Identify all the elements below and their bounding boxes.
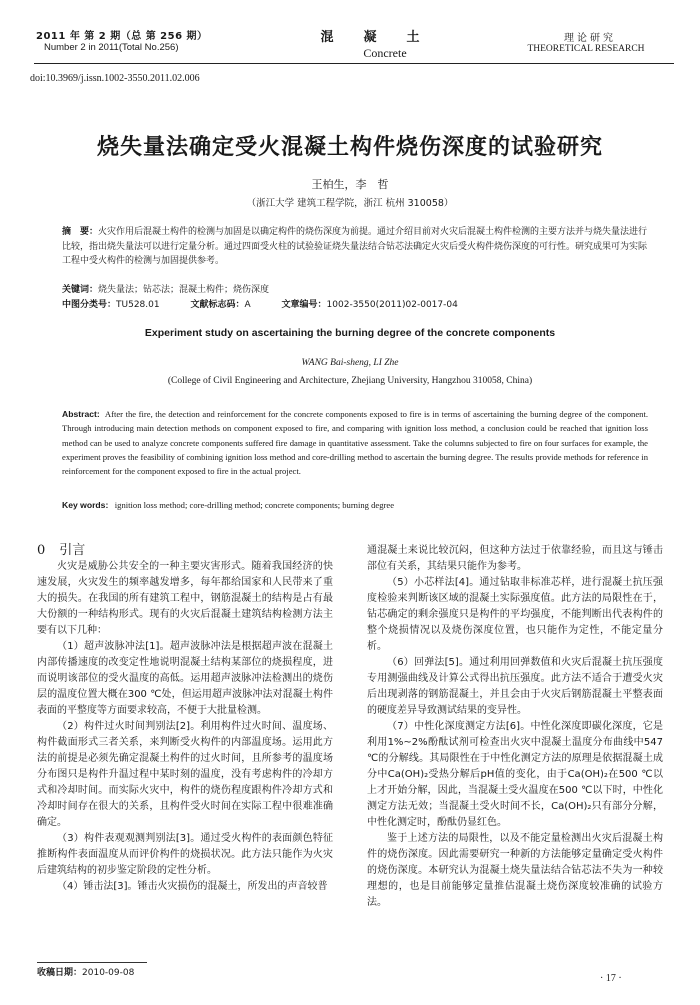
paragraph: 火灾是威胁公共安全的一种主要灾害形式。随着我国经济的快速发展，火灾发生的频率越发增多，每年都给国家和人民带来了重大的损失。在我国的所有建筑工程中，钢筋混凝土的结构是占有最大份额的一种结构形式。现有的火灾后混凝土建筑结构检测方法主要有以下几种： [37,561,333,636]
paper-title-cn: 烧失量法确定受火混凝土构件烧伤深度的试验研究 [96,135,603,160]
article-no-label: 文章编号： [281,300,327,310]
keywords-en-text: ignition loss method; core-drilling method; concrete components; burning degree [114,500,395,510]
section-title: 引言 [59,543,86,558]
footnote-rule [37,962,147,963]
header-rule [34,63,674,64]
keywords-cn-label: 关键词： [62,285,99,295]
article-no-value: 1002-3550(2011)02-0017-04 [326,300,458,310]
paragraph: （4）锤击法[3]。锤击火灾损伤的混凝土，所发出的声音较普 [57,881,328,892]
affiliation-en: (College of Civil Engineering and Architecture, Zhejiang University, Hangzhou 310058, China) [167,376,533,386]
body-right-column [367,543,663,911]
section-heading [37,543,333,559]
received-value: 2010-09-08 [82,968,135,978]
paper-title-en: Experiment study on ascertaining the burning degree of the concrete components [144,327,556,339]
paragraph: 鉴于上述方法的局限性，以及不能定量检测出火灾后混凝土构件的烧伤深度。因此需要研究一种新的方法能够定量确定受火构件的烧伤深度。本研究认为混凝土烧失量法结合钻芯法不失为一种较理想的，也是目前能够定量推估混凝土烧伤深度较准确的试验方法。 [367,833,663,908]
header-journal-cn: 混凝土 [320,30,450,45]
keywords-cn [62,282,648,295]
paragraph: （1）超声波脉冲法[1]。超声波脉冲法是根据超声波在混凝土内部传播速度的改变定性地说明混凝土结构某部位的烧损程度，进而说明该部位的受火温度的高低。运用超声波脉冲法检测出的烧伤层的温度位置大概在300 ℃处，但运用超声波脉冲法对混凝土构件表面的平整度等方面要求较高，不便于大批量检测。 [37,641,333,716]
keywords-en [62,500,648,510]
header-issue-en: Number 2 in 2011(Total No.256) [44,42,179,53]
header-section-en: THEORETICAL RESEARCH [527,44,645,54]
doc-code-label: 文献标志码： [190,300,245,310]
paragraph: （7）中性化深度测定方法[6]。中性化深度即碳化深度，它是利用1%~2%酚酞试剂可检查出火灾中混凝土温度分布曲线中547 ℃的分解线。其局限性在于中性化测定方法的原理是依据混凝土成分中Ca(OH)₂受热分解后pH值的变化，由于Ca(OH)₂在500 ℃以上才开始分解，因此，当混凝土受火温度在500 ℃以下时，中性化测定方法无效；当混凝土受火时间不长，Ca(OH)₂只有部分分解，中性化测定时，酚酞仍显红色。 [367,721,663,828]
received-date [37,965,134,978]
doc-code-value: A [244,300,251,310]
clc-label: 中图分类号： [62,300,117,310]
abstract-cn-label: 摘 要： [62,227,99,237]
affiliation-cn: （浙江大学 建筑工程学院，浙江 杭州 310058） [246,198,454,209]
paragraph: （5）小芯样法[4]。通过钻取非标准芯样，进行混凝土抗压强度检验来判断该区域的混凝土实际强度值。此方法的局限性在于，钻芯确定的剩余强度只是构件的平均强度，不能判断出代表构件的整个烧损情况以及烧伤深度位置，也只能作为定性，不能定量分析。 [367,577,663,652]
paragraph: （3）构件表观观测判别法[3]。通过受火构件的表面颜色特征推断构件表面温度从而评价构件的烧损状况。此方法只能作为火灾后建筑结构的初步鉴定阶段的定性分析。 [37,833,333,876]
paragraph: （6）回弹法[5]。通过利用回弹数值和火灾后混凝土抗压强度专用测强曲线及计算公式得出抗压强度。此方法不适合于遭受火灾后出现剥落的钢筋混凝土，并且会由于火灾后钢筋混凝土平整表面的硬度差异导致测试结果的变异性。 [367,657,663,716]
authors-en: WANG Bai-sheng, LI Zhe [301,358,399,368]
authors-cn: 王柏生，李 哲 [311,178,389,191]
header-journal-en: Concrete [363,46,407,60]
clc-value: TU528.01 [116,300,160,310]
abstract-en-text: After the fire, the detection and reinforcement for the concrete components exposed to fire is in terms of ascertaining the burning degree of the component. Through introducing main detection methods on component exposed to fire, and comparing with ignition loss method, a conclusion could be reached that ignition loss method can be used to analyze concrete components suffered fire damage in quantitative assessment. Take the columns subjected to fire on four surfaces for example, the experiment proves the feasibility of combining ignition loss method and core-drilling method to ascertain the burning degree. The results provide methods for reference in reinforcement for the component exposed to fire in the actual project. [62,409,649,477]
section-number: 0 [37,543,46,558]
classification-line [62,297,648,310]
paragraph: 通混凝土来说比较沉闷，但这种方法过于依靠经验，而且这与锤击部位有关系，其结果只能作为参考。 [367,545,663,572]
abstract-cn [62,225,648,269]
received-label: 收稿日期： [37,968,83,978]
abstract-cn-text: 火灾作用后混凝土构件的检测与加固是以确定构件的烧伤深度为前提。通过介绍目前对火灾后混凝土构件检测的主要方法并与烧失量法进行比较，指出烧失量法可以进行定量分析。通过四面受火柱的试验验证烧失量法结合钻芯法确定火灾后受火构件烧伤深度的可行性。研究成果可为实际工程中受火构件的检测与加固提供参考。 [62,227,648,266]
abstract-en [62,407,648,478]
doi: doi:10.3969/j.issn.1002-3550.2011.02.006 [30,73,200,84]
page-number: · 17 · [600,973,622,984]
keywords-en-label: Key words: [62,500,109,510]
abstract-en-label: Abstract: [62,409,100,419]
body-left-column [37,543,333,895]
keywords-cn-text: 烧失量法；钻芯法；混凝土构件；烧伤深度 [98,285,270,295]
header-section-cn: 理论研究 [564,33,616,44]
paragraph: （2）构件过火时间判别法[2]。利用构件过火时间、温度场、构件截面形式三者关系，来判断受火构件的内部温度场。运用此方法的前提是必须先确定混凝土构件的过火时间，且所参考的温度场分布图只是构件升温过程中某时刻的温度，没有考虑构件的冷却方式和冷却时间。而实际火灾中，构件的烧伤程度跟构件冷却方式和冷却时间存在很大的关系，且构件受火时间在实际工程中很难准确确定。 [37,721,333,828]
header-issue-cn: 2011 年 第 2 期（总 第 256 期） [36,31,208,42]
